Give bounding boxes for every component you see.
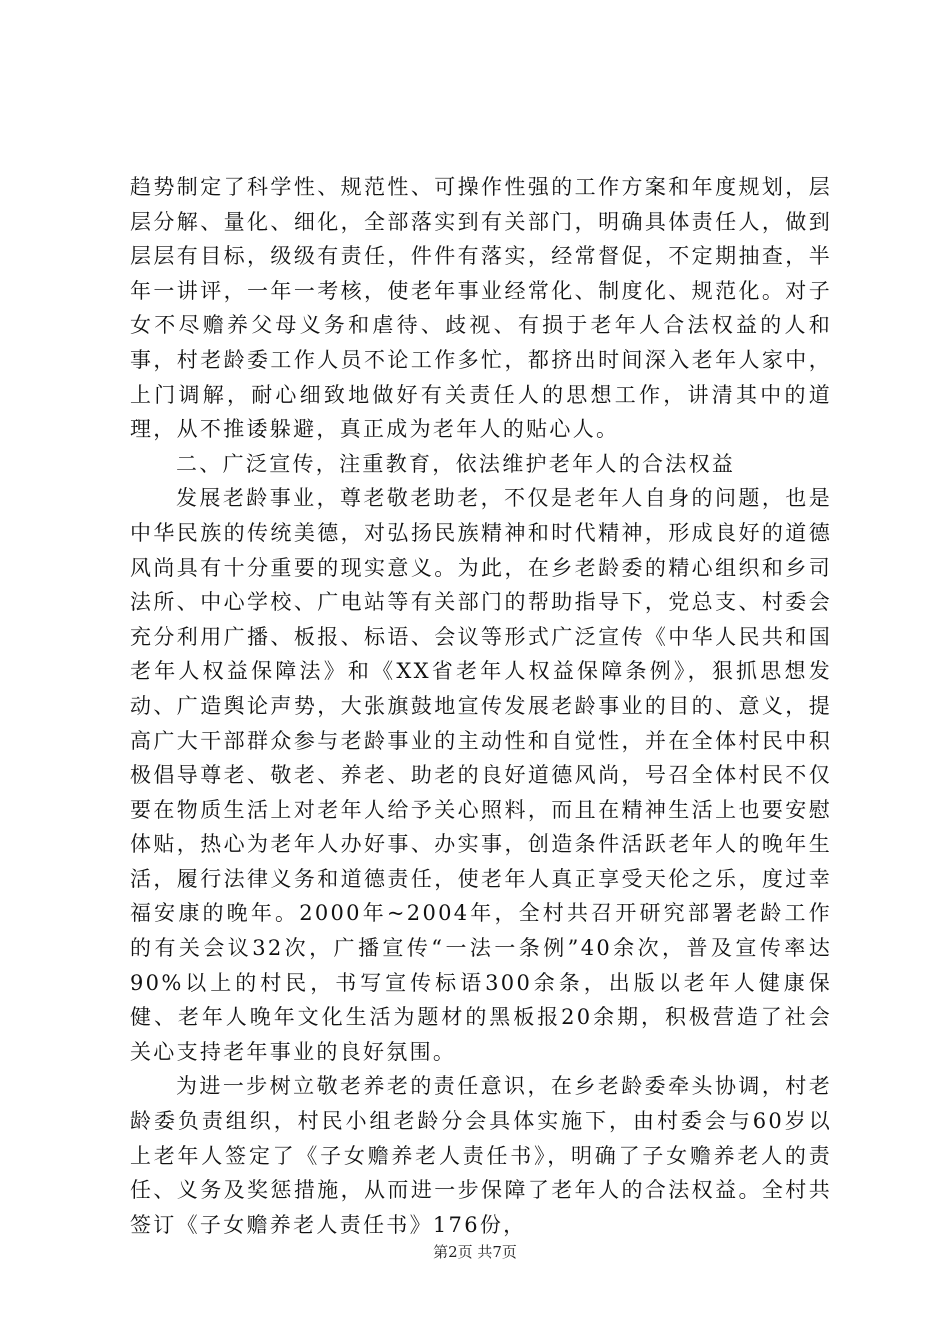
paragraph-responsibility: 为进一步树立敬老养老的责任意识，在乡老龄委牵头协调，村老龄委负责组织，村民小组老龄分会具体实施下，由村委会与60岁以上老年人签定了《子女赡养老人责任书》，明确了子女赡养老人的责任、义务及奖惩措施，从而进一步保障了老年人的合法权益。全村共签订《子女赡养老人责任书》176份，	[130, 1074, 832, 1237]
paragraph-promotion: 发展老龄事业，尊老敬老助老，不仅是老年人自身的问题，也是中华民族的传统美德，对弘扬民族精神和时代精神，形成良好的道德风尚具有十分重要的现实意义。为此，在乡老龄委的精心组织和乡司法所、中心学校、广电站等有关部门的帮助指导下，党总支、村委会充分利用广播、板报、标语、会议等形式广泛宣传《中华人民共和国老年人权益保障法》和《XX省老年人权益保障条例》，狠抓思想发动、广造舆论声势，大张旗鼓地宣传发展老龄事业的目的、意义，提高广大干部群众参与老龄事业的主动性和自觉性，并在全体村民中积极倡导尊老、敬老、养老、助老的良好道德风尚，号召全体村民不仅要在物质生活上对老年人给予关心照料，而且在精神生活上也要安慰体贴，热心为老年人办好事、办实事，创造条件活跃老年人的晚年生活，履行法律义务和道德责任，使老年人真正享受天伦之乐，度过幸福安康的晚年。2000年~2004年，全村共召开研究部署老龄工作的有关会议32次，广播宣传“一法一条例”40余次，普及宣传率达90%以上的村民，书写宣传标语300余条，出版以老年人健康保健、老年人晚年文化生活为题材的黑板报20余期，积极营造了社会关心支持老年事业的良好氛围。	[130, 486, 832, 1064]
section-heading: 二、广泛宣传，注重教育，依法维护老年人的合法权益	[176, 451, 736, 476]
page-number-footer: 第2页 共7页	[433, 1243, 517, 1261]
paragraph-continuation: 趋势制定了科学性、规范性、可操作性强的工作方案和年度规划，层层分解、量化、细化，全部落实到有关部门，明确具体责任人，做到层层有目标，级级有责任，件件有落实，经常督促，不定期抽查，半年一讲评，一年一考核，使老年事业经常化、制度化、规范化。对子女不尽赡养父母义务和虐待、歧视、有损于老年人合法权益的人和事，村老龄委工作人员不论工作多忙，都挤出时间深入老年人家中，上门调解，耐心细致地做好有关责任人的思想工作，讲清其中的道理，从不推诿躲避，真正成为老年人的贴心人。	[130, 175, 832, 442]
document-body	[130, 170, 832, 1242]
